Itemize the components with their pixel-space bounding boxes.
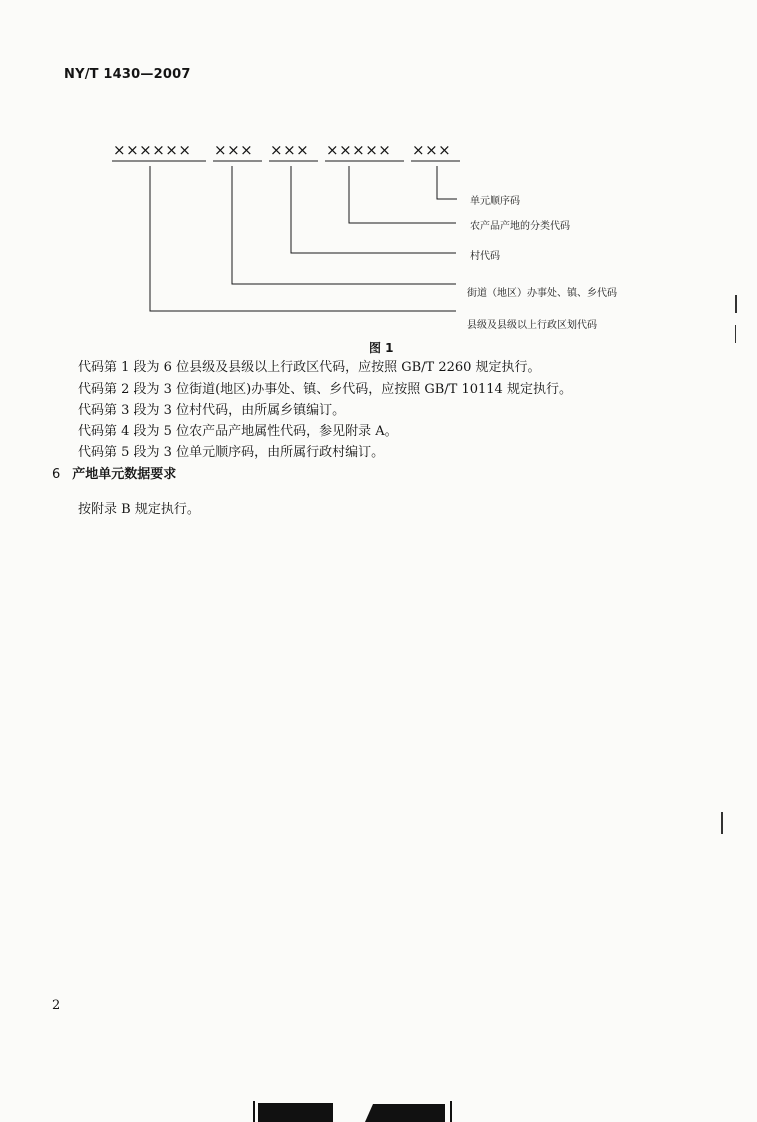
paragraph-segment-2: 代码第 2 段为 3 位街道(地区)办事处、镇、乡代码，应按照 GB/T 10114 规定执行。: [78, 382, 572, 397]
scan-block-right: [365, 1104, 445, 1122]
code-segment-2: ×××: [214, 141, 254, 159]
label-unit-sequence-code: 单元顺序码: [470, 196, 520, 207]
leader-segment-2: [232, 166, 456, 284]
paragraph-segment-4: 代码第 4 段为 5 位农产品产地属性代码，参见附录 A。: [78, 424, 398, 439]
scan-edge-mark-2: [735, 325, 736, 343]
label-street-town-code: 街道（地区）办事处、镇、乡代码: [467, 288, 617, 299]
paragraph-segment-3: 代码第 3 段为 3 位村代码，由所属乡镇编订。: [78, 403, 346, 418]
code-segment-4: ×××××: [326, 141, 392, 159]
section-number: 6: [52, 467, 61, 482]
section-body: 按附录 B 规定执行。: [78, 502, 200, 517]
page-number: 2: [52, 998, 61, 1013]
document-code: NY/T 1430—2007: [64, 67, 191, 82]
scan-edge-mark-1: [735, 295, 737, 313]
code-segment-5: ×××: [412, 141, 452, 159]
paragraph-segment-5: 代码第 5 段为 3 位单元顺序码，由所属行政村编订。: [78, 445, 385, 460]
paragraph-segment-1: 代码第 1 段为 6 位县级及县级以上行政区代码，应按照 GB/T 2260 规定执行。: [78, 360, 541, 375]
code-segment-1: ××××××: [113, 141, 192, 159]
scan-mark-left: [253, 1101, 255, 1122]
label-product-classification-code: 农产品产地的分类代码: [470, 221, 570, 232]
scan-block-left: [258, 1103, 333, 1122]
section-title: 产地单元数据要求: [72, 467, 177, 482]
section-heading: [52, 463, 176, 482]
scan-edge-mark-3: [721, 812, 723, 834]
leader-segment-4: [349, 166, 456, 223]
figure-caption: 图 1: [369, 341, 394, 355]
leader-segment-3: [291, 166, 456, 253]
scan-mark-right: [450, 1101, 452, 1122]
code-segment-3: ×××: [270, 141, 310, 159]
label-county-division-code: 县级及县级以上行政区划代码: [467, 320, 597, 331]
label-village-code: 村代码: [470, 251, 500, 262]
leader-segment-5: [437, 166, 457, 199]
leader-segment-1: [150, 166, 456, 311]
